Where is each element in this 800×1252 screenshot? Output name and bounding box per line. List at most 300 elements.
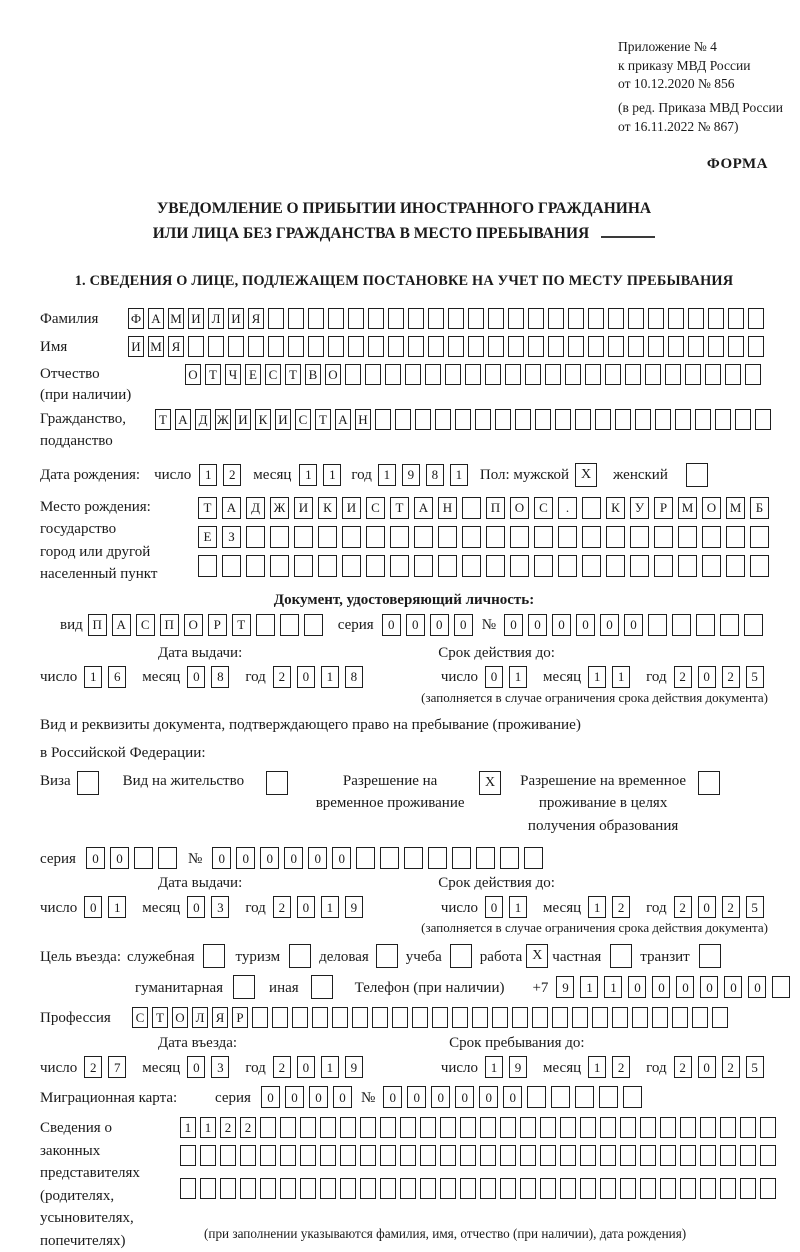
form-cell[interactable] — [408, 308, 424, 329]
form-cell[interactable] — [698, 771, 720, 795]
form-cell[interactable] — [588, 308, 604, 329]
form-cell[interactable] — [412, 1007, 428, 1028]
form-cell[interactable] — [376, 944, 398, 968]
form-cell[interactable] — [438, 555, 457, 577]
form-cell[interactable]: 0 — [485, 666, 503, 688]
form-cell[interactable]: Т — [198, 497, 217, 519]
form-cell[interactable] — [675, 409, 691, 430]
form-cell[interactable]: Т — [152, 1007, 168, 1028]
form-cell[interactable] — [720, 1145, 736, 1166]
form-cell[interactable] — [268, 336, 284, 357]
form-cell[interactable]: 7 — [108, 1056, 126, 1078]
form-cell[interactable]: 3 — [211, 896, 229, 918]
form-cell[interactable]: А — [414, 497, 433, 519]
form-cell[interactable] — [520, 1117, 536, 1138]
form-cell[interactable]: Ж — [215, 409, 231, 430]
form-cell[interactable] — [428, 336, 444, 357]
form-cell[interactable] — [700, 1145, 716, 1166]
form-cell[interactable] — [520, 1178, 536, 1199]
form-cell[interactable]: 2 — [240, 1117, 256, 1138]
form-cell[interactable] — [440, 1145, 456, 1166]
form-cell[interactable] — [628, 336, 644, 357]
form-cell[interactable] — [392, 1007, 408, 1028]
form-cell[interactable] — [460, 1145, 476, 1166]
form-cell[interactable]: 9 — [556, 976, 574, 998]
form-cell[interactable] — [685, 364, 701, 385]
form-cell[interactable] — [552, 1007, 568, 1028]
form-cell[interactable] — [535, 409, 551, 430]
form-cell[interactable]: Ф — [128, 308, 144, 329]
form-cell[interactable] — [340, 1178, 356, 1199]
form-cell[interactable] — [772, 976, 790, 998]
form-cell[interactable] — [565, 364, 581, 385]
form-cell[interactable]: 6 — [108, 666, 126, 688]
form-cell[interactable] — [700, 1117, 716, 1138]
form-cell[interactable]: А — [222, 497, 241, 519]
form-cell[interactable]: 1 — [321, 1056, 339, 1078]
form-cell[interactable]: 2 — [612, 1056, 630, 1078]
form-cell[interactable] — [368, 308, 384, 329]
form-cell[interactable] — [414, 555, 433, 577]
form-cell[interactable] — [452, 1007, 468, 1028]
form-cell[interactable] — [750, 526, 769, 548]
form-cell[interactable] — [534, 526, 553, 548]
form-cell[interactable]: 1 — [509, 666, 527, 688]
form-cell[interactable]: 0 — [332, 847, 351, 869]
form-cell[interactable]: 0 — [284, 847, 303, 869]
form-cell[interactable] — [465, 364, 481, 385]
form-cell[interactable] — [696, 614, 715, 636]
form-cell[interactable] — [345, 364, 361, 385]
form-cell[interactable] — [260, 1178, 276, 1199]
form-cell[interactable] — [340, 1117, 356, 1138]
form-cell[interactable] — [288, 308, 304, 329]
form-cell[interactable] — [420, 1178, 436, 1199]
form-cell[interactable] — [558, 555, 577, 577]
form-cell[interactable]: 0 — [261, 1086, 280, 1108]
form-cell[interactable]: И — [235, 409, 251, 430]
form-cell[interactable]: М — [726, 497, 745, 519]
form-cell[interactable]: 2 — [273, 1056, 291, 1078]
form-cell[interactable] — [600, 1145, 616, 1166]
form-cell[interactable] — [615, 409, 631, 430]
form-cell[interactable] — [548, 336, 564, 357]
form-cell[interactable] — [320, 1117, 336, 1138]
form-cell[interactable] — [645, 364, 661, 385]
form-cell[interactable] — [180, 1145, 196, 1166]
form-cell[interactable]: П — [160, 614, 179, 636]
form-cell[interactable]: 1 — [323, 464, 341, 486]
form-cell[interactable] — [740, 1117, 756, 1138]
form-cell[interactable] — [300, 1145, 316, 1166]
form-cell[interactable] — [468, 308, 484, 329]
form-cell[interactable]: 1 — [321, 666, 339, 688]
form-cell[interactable] — [158, 847, 177, 869]
form-cell[interactable]: 9 — [509, 1056, 527, 1078]
form-cell[interactable]: И — [342, 497, 361, 519]
form-cell[interactable] — [134, 847, 153, 869]
form-cell[interactable] — [280, 1117, 296, 1138]
form-cell[interactable]: О — [702, 497, 721, 519]
form-cell[interactable] — [515, 409, 531, 430]
form-cell[interactable] — [740, 1145, 756, 1166]
form-cell[interactable] — [640, 1145, 656, 1166]
form-cell[interactable] — [580, 1178, 596, 1199]
form-cell[interactable]: 0 — [479, 1086, 498, 1108]
form-cell[interactable] — [428, 847, 447, 869]
form-cell[interactable] — [608, 336, 624, 357]
form-cell[interactable] — [755, 409, 771, 430]
form-cell[interactable] — [222, 555, 241, 577]
form-cell[interactable] — [720, 1117, 736, 1138]
notification-number-blank[interactable] — [601, 224, 655, 238]
form-cell[interactable] — [332, 1007, 348, 1028]
form-cell[interactable]: 0 — [187, 1056, 205, 1078]
form-cell[interactable]: 2 — [722, 1056, 740, 1078]
form-cell[interactable]: Л — [192, 1007, 208, 1028]
form-cell[interactable] — [270, 555, 289, 577]
form-cell[interactable] — [475, 409, 491, 430]
form-cell[interactable] — [555, 409, 571, 430]
form-cell[interactable]: Н — [355, 409, 371, 430]
form-cell[interactable]: М — [678, 497, 697, 519]
form-cell[interactable] — [620, 1178, 636, 1199]
form-cell[interactable] — [320, 1145, 336, 1166]
form-cell[interactable]: Я — [212, 1007, 228, 1028]
form-cell[interactable] — [510, 555, 529, 577]
form-cell[interactable]: У — [630, 497, 649, 519]
form-cell[interactable] — [672, 1007, 688, 1028]
form-cell[interactable] — [748, 336, 764, 357]
form-cell[interactable] — [486, 555, 505, 577]
form-cell[interactable]: В — [305, 364, 321, 385]
form-cell[interactable]: О — [325, 364, 341, 385]
form-cell[interactable] — [311, 975, 333, 999]
form-cell[interactable] — [420, 1117, 436, 1138]
form-cell[interactable] — [740, 1178, 756, 1199]
form-cell[interactable]: 0 — [698, 1056, 716, 1078]
form-cell[interactable] — [508, 308, 524, 329]
form-cell[interactable] — [745, 364, 761, 385]
form-cell[interactable]: Т — [205, 364, 221, 385]
form-cell[interactable] — [348, 308, 364, 329]
form-cell[interactable] — [575, 409, 591, 430]
form-cell[interactable] — [308, 336, 324, 357]
form-cell[interactable] — [585, 364, 601, 385]
form-cell[interactable] — [640, 1178, 656, 1199]
form-cell[interactable]: Д — [246, 497, 265, 519]
form-cell[interactable]: Д — [195, 409, 211, 430]
form-cell[interactable]: 0 — [652, 976, 670, 998]
form-cell[interactable]: 0 — [724, 976, 742, 998]
form-cell[interactable]: Б — [750, 497, 769, 519]
form-cell[interactable] — [610, 944, 632, 968]
form-cell[interactable] — [368, 336, 384, 357]
form-cell[interactable] — [248, 336, 264, 357]
form-cell[interactable] — [420, 1145, 436, 1166]
form-cell[interactable] — [582, 555, 601, 577]
form-cell[interactable] — [580, 1145, 596, 1166]
form-cell[interactable] — [472, 1007, 488, 1028]
form-cell[interactable] — [318, 526, 337, 548]
form-cell[interactable]: 2 — [674, 1056, 692, 1078]
form-cell[interactable] — [388, 336, 404, 357]
form-cell[interactable] — [600, 1178, 616, 1199]
form-cell[interactable] — [400, 1145, 416, 1166]
form-cell[interactable]: Е — [198, 526, 217, 548]
form-cell[interactable] — [680, 1117, 696, 1138]
form-cell[interactable] — [688, 336, 704, 357]
form-cell[interactable] — [558, 526, 577, 548]
form-cell[interactable] — [450, 944, 472, 968]
form-cell[interactable]: Т — [390, 497, 409, 519]
form-cell[interactable] — [750, 555, 769, 577]
form-cell[interactable]: 1 — [450, 464, 468, 486]
form-cell[interactable]: 2 — [84, 1056, 102, 1078]
form-cell[interactable]: 0 — [676, 976, 694, 998]
form-cell[interactable]: 8 — [345, 666, 363, 688]
form-cell[interactable]: Я — [248, 308, 264, 329]
form-cell[interactable] — [292, 1007, 308, 1028]
form-cell[interactable]: 2 — [674, 666, 692, 688]
form-cell[interactable] — [460, 1178, 476, 1199]
form-cell[interactable] — [294, 526, 313, 548]
form-cell[interactable]: С — [366, 497, 385, 519]
form-cell[interactable]: 1 — [604, 976, 622, 998]
form-cell[interactable]: 0 — [212, 847, 231, 869]
form-cell[interactable] — [582, 526, 601, 548]
form-cell[interactable]: А — [175, 409, 191, 430]
form-cell[interactable] — [560, 1117, 576, 1138]
form-cell[interactable] — [468, 336, 484, 357]
form-cell[interactable] — [548, 308, 564, 329]
form-cell[interactable]: 0 — [552, 614, 571, 636]
form-cell[interactable] — [294, 555, 313, 577]
form-cell[interactable]: 1 — [588, 1056, 606, 1078]
form-cell[interactable] — [560, 1145, 576, 1166]
form-cell[interactable] — [246, 555, 265, 577]
form-cell[interactable]: О — [172, 1007, 188, 1028]
form-cell[interactable] — [748, 308, 764, 329]
form-cell[interactable] — [342, 526, 361, 548]
form-cell[interactable]: 2 — [674, 896, 692, 918]
form-cell[interactable]: 1 — [612, 666, 630, 688]
form-cell[interactable]: 1 — [580, 976, 598, 998]
form-cell[interactable]: 0 — [86, 847, 105, 869]
form-cell[interactable] — [592, 1007, 608, 1028]
form-cell[interactable] — [455, 409, 471, 430]
form-cell[interactable]: 5 — [746, 896, 764, 918]
form-cell[interactable] — [505, 364, 521, 385]
form-cell[interactable] — [608, 308, 624, 329]
form-cell[interactable]: С — [534, 497, 553, 519]
form-cell[interactable]: Т — [315, 409, 331, 430]
form-cell[interactable]: 1 — [378, 464, 396, 486]
form-cell[interactable] — [486, 526, 505, 548]
form-cell[interactable] — [289, 944, 311, 968]
form-cell[interactable]: 0 — [309, 1086, 328, 1108]
form-cell[interactable] — [528, 336, 544, 357]
form-cell[interactable]: 0 — [297, 666, 315, 688]
form-cell[interactable] — [348, 336, 364, 357]
form-cell[interactable] — [360, 1145, 376, 1166]
form-cell[interactable] — [400, 1117, 416, 1138]
form-cell[interactable] — [500, 1117, 516, 1138]
form-cell[interactable] — [692, 1007, 708, 1028]
form-cell[interactable] — [705, 364, 721, 385]
form-cell[interactable] — [632, 1007, 648, 1028]
form-cell[interactable] — [540, 1178, 556, 1199]
form-cell[interactable] — [476, 847, 495, 869]
form-cell[interactable] — [568, 336, 584, 357]
form-cell[interactable] — [415, 409, 431, 430]
form-cell[interactable] — [188, 336, 204, 357]
form-cell[interactable] — [328, 308, 344, 329]
form-cell[interactable] — [726, 526, 745, 548]
form-cell[interactable]: 0 — [297, 896, 315, 918]
form-cell[interactable]: С — [295, 409, 311, 430]
form-cell[interactable] — [572, 1007, 588, 1028]
form-cell[interactable] — [380, 847, 399, 869]
form-cell[interactable] — [360, 1117, 376, 1138]
form-cell[interactable] — [280, 1145, 296, 1166]
form-cell[interactable]: П — [88, 614, 107, 636]
form-cell[interactable]: И — [294, 497, 313, 519]
form-cell[interactable] — [580, 1117, 596, 1138]
form-cell[interactable] — [605, 364, 621, 385]
form-cell[interactable]: 9 — [345, 1056, 363, 1078]
form-cell[interactable] — [582, 497, 601, 519]
form-cell[interactable]: 5 — [746, 1056, 764, 1078]
form-cell[interactable]: М — [148, 336, 164, 357]
form-cell[interactable] — [744, 614, 763, 636]
form-cell[interactable]: А — [148, 308, 164, 329]
form-cell[interactable] — [492, 1007, 508, 1028]
form-cell[interactable] — [599, 1086, 618, 1108]
form-cell[interactable]: К — [255, 409, 271, 430]
form-cell[interactable] — [665, 364, 681, 385]
form-cell[interactable] — [688, 308, 704, 329]
form-cell[interactable]: 0 — [285, 1086, 304, 1108]
form-cell[interactable] — [708, 336, 724, 357]
form-cell[interactable]: 0 — [454, 614, 473, 636]
form-cell[interactable] — [405, 364, 421, 385]
form-cell[interactable] — [260, 1145, 276, 1166]
form-cell[interactable] — [408, 336, 424, 357]
form-cell[interactable] — [320, 1178, 336, 1199]
form-cell[interactable]: О — [510, 497, 529, 519]
form-cell[interactable]: 0 — [382, 614, 401, 636]
form-cell[interactable] — [425, 364, 441, 385]
form-cell[interactable] — [300, 1117, 316, 1138]
form-cell[interactable] — [375, 409, 391, 430]
form-cell[interactable] — [520, 1145, 536, 1166]
form-cell[interactable]: Ж — [270, 497, 289, 519]
form-cell[interactable]: 2 — [220, 1117, 236, 1138]
form-cell[interactable]: 2 — [223, 464, 241, 486]
form-cell[interactable] — [390, 555, 409, 577]
form-cell[interactable] — [660, 1178, 676, 1199]
form-cell[interactable]: 0 — [698, 896, 716, 918]
form-cell[interactable] — [700, 1178, 716, 1199]
form-cell[interactable] — [246, 526, 265, 548]
form-cell[interactable] — [280, 1178, 296, 1199]
form-cell[interactable] — [660, 1117, 676, 1138]
form-cell[interactable] — [440, 1178, 456, 1199]
form-cell[interactable]: X — [526, 944, 548, 968]
form-cell[interactable]: И — [128, 336, 144, 357]
form-cell[interactable] — [352, 1007, 368, 1028]
form-cell[interactable]: 1 — [299, 464, 317, 486]
form-cell[interactable]: Р — [654, 497, 673, 519]
form-cell[interactable] — [635, 409, 651, 430]
form-cell[interactable]: Р — [208, 614, 227, 636]
form-cell[interactable]: 0 — [503, 1086, 522, 1108]
form-cell[interactable] — [200, 1145, 216, 1166]
form-cell[interactable] — [625, 364, 641, 385]
form-cell[interactable] — [672, 614, 691, 636]
form-cell[interactable]: 1 — [84, 666, 102, 688]
form-cell[interactable] — [726, 555, 745, 577]
form-cell[interactable]: 0 — [187, 896, 205, 918]
form-cell[interactable]: 0 — [333, 1086, 352, 1108]
form-cell[interactable] — [435, 409, 451, 430]
form-cell[interactable]: 1 — [588, 666, 606, 688]
form-cell[interactable]: 0 — [748, 976, 766, 998]
form-cell[interactable] — [532, 1007, 548, 1028]
form-cell[interactable] — [712, 1007, 728, 1028]
form-cell[interactable]: А — [335, 409, 351, 430]
form-cell[interactable] — [720, 614, 739, 636]
form-cell[interactable]: 0 — [700, 976, 718, 998]
form-cell[interactable]: 0 — [84, 896, 102, 918]
form-cell[interactable]: 0 — [624, 614, 643, 636]
form-cell[interactable]: Н — [438, 497, 457, 519]
form-cell[interactable] — [702, 555, 721, 577]
form-cell[interactable]: 9 — [402, 464, 420, 486]
form-cell[interactable]: О — [185, 364, 201, 385]
form-cell[interactable] — [702, 526, 721, 548]
form-cell[interactable] — [500, 1145, 516, 1166]
form-cell[interactable] — [208, 336, 224, 357]
form-cell[interactable] — [480, 1117, 496, 1138]
form-cell[interactable] — [654, 526, 673, 548]
form-cell[interactable] — [551, 1086, 570, 1108]
form-cell[interactable] — [668, 308, 684, 329]
form-cell[interactable]: Е — [245, 364, 261, 385]
form-cell[interactable]: 0 — [504, 614, 523, 636]
form-cell[interactable] — [400, 1178, 416, 1199]
form-cell[interactable] — [270, 526, 289, 548]
form-cell[interactable]: 0 — [528, 614, 547, 636]
form-cell[interactable] — [628, 308, 644, 329]
form-cell[interactable] — [512, 1007, 528, 1028]
form-cell[interactable] — [678, 555, 697, 577]
form-cell[interactable]: 5 — [746, 666, 764, 688]
form-cell[interactable] — [527, 1086, 546, 1108]
form-cell[interactable] — [198, 555, 217, 577]
form-cell[interactable] — [623, 1086, 642, 1108]
form-cell[interactable] — [660, 1145, 676, 1166]
form-cell[interactable] — [385, 364, 401, 385]
form-cell[interactable] — [380, 1178, 396, 1199]
form-cell[interactable] — [525, 364, 541, 385]
form-cell[interactable]: П — [486, 497, 505, 519]
form-cell[interactable]: К — [318, 497, 337, 519]
form-cell[interactable] — [606, 555, 625, 577]
form-cell[interactable] — [308, 308, 324, 329]
form-cell[interactable] — [340, 1145, 356, 1166]
